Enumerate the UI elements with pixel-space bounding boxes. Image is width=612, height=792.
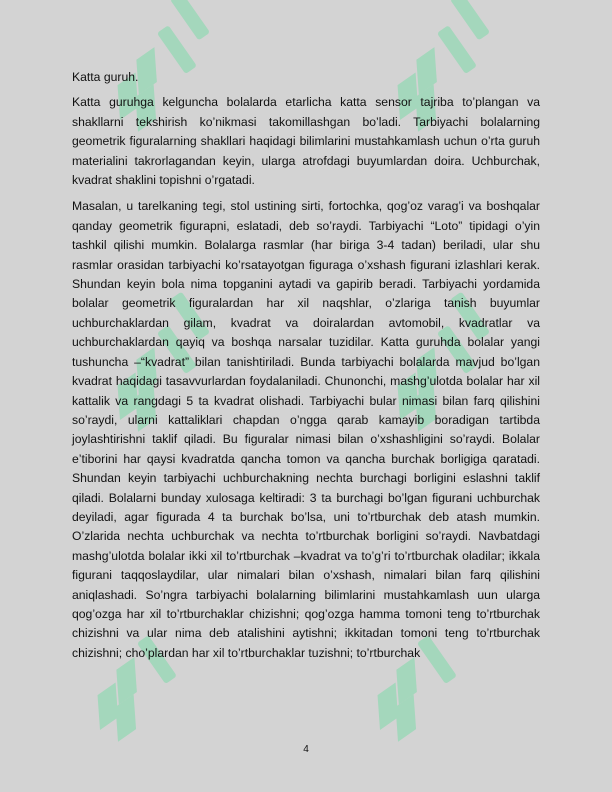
section-heading: Katta guruh.: [72, 70, 139, 84]
paragraph: Masalan, u tarelkaning tegi, stol ustining sirti, fortochka, qog’oz varag’i va boshqalar qanday geometrik figurapni, eslatadi, deb so’raydi. Tarbiyachi “Loto” tipidagi o’yin tashkil qilishi mumkin. Bolalarga rasmlar (har biriga 3-4 tadan) beriladi, ular shu rasmlar orasidan tarbiyachi ko’rsatayotgan figuraga o’xshash figurani izlashlari kerak. Shundan keyin bola nima topganini aytadi va gapirib beradi. Tarbiyachi yordamida bolalar geometrik figuralardan har xil naqshlar, o’zlariga tanish buyumlar uchburchaklardan gilam, kvadrat va doiralardan avtomobil, kvadratlar va uchburchaklardan qayiq va boshqa narsalar tuzidilar. Katta guruhda bolalar yangi tushuncha –“kvadrat” bilan tanishtiriladi. Bunda tarbiyachi bolalarda mavjud bo’lgan kvadrat haqidagi tasavvurlardan foydalaniladi. Chunonchi, mashg’ulotda bolalar har xil kattalik va rangdagi 5 ta kvadrat olishadi. Tarbiyachi bular nimasi bilan farq qilishini so’raydi, ularni kattaliklari chapdan o’ngga qarab kamayib boradigan tartibda joylashtirishni taklif qiladi. Bu figuralar nimasi bilan o’xshashligini so’raydi. Bolalar e’tiborini har qaysi kvadratda qancha tomon va qancha burchak borligiga qaratadi. Shundan keyin tarbiyachi uchburchakning nechta burchagi borligini eslashni taklif qiladi. Bolalarni bunday xulosaga keltiradi: 3 ta burchagi bo’lgan figurani uchburchak deyiladi, agar figurada 4 ta burchak bo’lsa, uni to’rtburchak deb atash mumkin. O’zlarida nechta uchburchak va nechta to’rtburchak borligini so’raydi. Navbatdagi mashg’ulotda bolalar ikki xil to’rtburchak –kvadrat va to’g’ri to’rtburchak oladilar; ikkala figurani taqqoslaydilar, ular nimalari bilan o’xshash, nimalari bilan farq qilishini aniqlashadi. So’ngra tarbiyachi bolalarning bilimlarini mustahkamlash uun ularga qog’ozga har xil to’rtburchaklar chizishni; qog’ozga hamma tomoni teng to’rtburchak chizishni va ular nima deb atalishini aytishni; ikkitadan tomoni teng to’rtburchak chizishni; cho’plardan har xil to’rtburchaklar tuzishni; to’rtburchak: [72, 199, 540, 660]
page-number: 4: [303, 744, 309, 755]
document-body: [72, 68, 540, 670]
paragraph: Katta guruhga kelguncha bolalarda etarlicha katta sensor tajriba to’plangan va shakllarni tekshirish ko’nikmasi takomillashgan bo’ladi. Tarbiyachi bolalarning geometrik figuralarning shakllari haqidagi bilimlarini mustahkamlash uchun o’rta guruh materialini takrorlagandan keyin, ularga atrofdagi buyumlardan doira. Uchburchak, kvadrat shaklini topishni o’rgatadi.: [72, 95, 540, 188]
